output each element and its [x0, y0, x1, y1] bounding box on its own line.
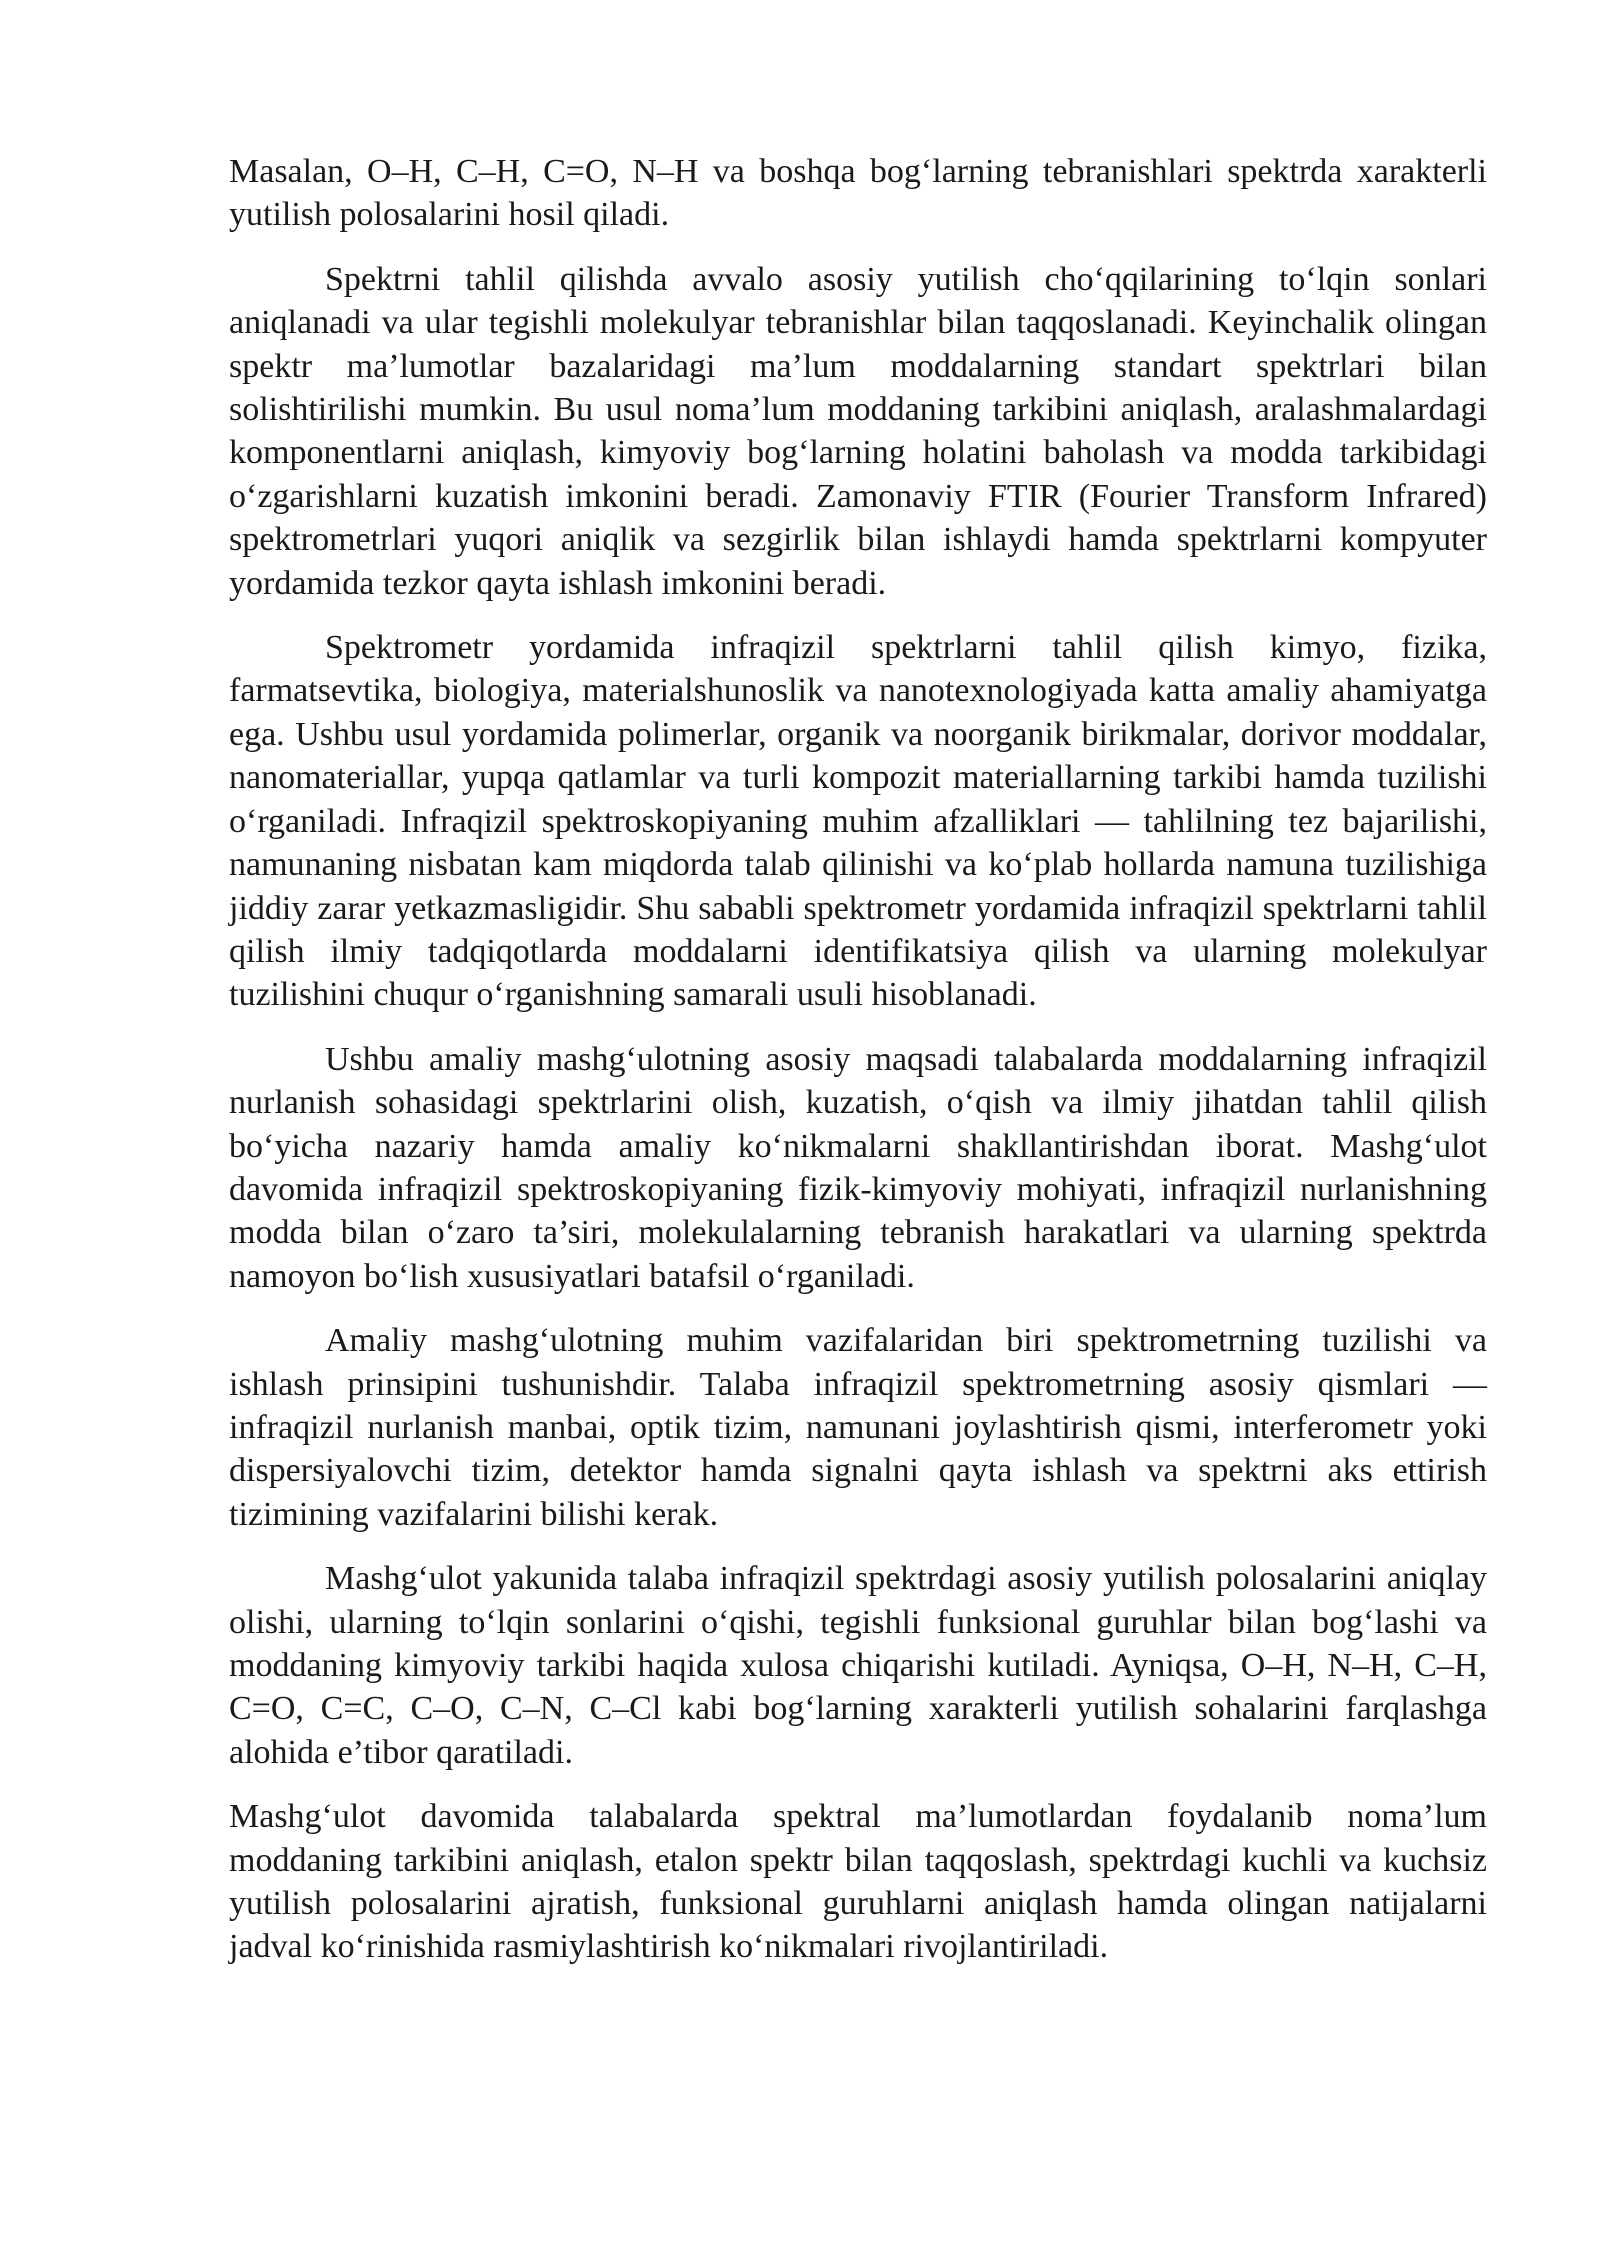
paragraph-7: Mashg‘ulot davomida talabalarda spektral ma’lumotlardan foydalanib noma’lum moddaning tarkibini aniqlash, etalon spektr bilan taqqoslash, spektrdagi kuchli va kuchsiz yutilish polosalarini ajratish, funksional guruhlarni aniqlash hamda olingan natijalarni jadval ko‘rinishida rasmiylashtirish ko‘nikmalari rivojlantiriladi. [229, 1798, 1487, 1966]
paragraph-3: Spektrometr yordamida infraqizil spektrlarni tahlil qilish kimyo, fizika, farmatsevtika, biologiya, materialshunoslik va nanotexnologiyada katta amaliy ahamiyatga ega. Ushbu usul yordamida polimerlar, organik va noorganik birikmalar, dorivor moddalar, nanomateriallar, yupqa qatlamlar va turli kompozit materiallarning tarkibi hamda tuzilishi o‘rganiladi. Infraqizil spektroskopiyaning muhim afzalliklari — tahlilning tez bajarilishi, namunaning nisbatan kam miqdorda talab qilinishi va ko‘plab hollarda namuna tuzilishiga jiddiy zarar yetkazmasligidir. Shu sababli spektrometr yordamida infraqizil spektrlarni tahlil qilish ilmiy tadqiqotlarda moddalarni identifikatsiya qilish va ularning molekulyar tuzilishini chuqur o‘rganishning samarali usuli hisoblanadi. [229, 629, 1487, 1014]
paragraph-1: Masalan, O–H, C–H, C=O, N–H va boshqa bog‘larning tebranishlari spektrda xarakterli yutilish polosalarini hosil qiladi. [229, 153, 1487, 234]
paragraph-5: Amaliy mashg‘ulotning muhim vazifalaridan biri spektrometrning tuzilishi va ishlash prinsipini tushunishdir. Talaba infraqizil spektrometrning asosiy qismlari — infraqizil nurlanish manbai, optik tizim, namunani joylashtirish qismi, interferometr yoki dispersiyalovchi tizim, detektor hamda signalni qayta ishlash va spektrni aks ettirish tizimining vazifalarini bilishi kerak. [229, 1322, 1487, 1533]
paragraph-2: Spektrni tahlil qilishda avvalo asosiy yutilish cho‘qqilarining to‘lqin sonlari aniqlanadi va ular tegishli molekulyar tebranishlar bilan taqqoslanadi. Keyinchalik olingan spektr ma’lumotlar bazalaridagi ma’lum moddalarning standart spektrlari bilan solishtirilishi mumkin. Bu usul noma’lum moddaning tarkibini aniqlash, aralashmalardagi komponentlarni aniqlash, kimyoviy bog‘larning holatini baholash va modda tarkibidagi o‘zgarishlarni kuzatish imkonini beradi. Zamonaviy FTIR (Fourier Transform Infrared) spektrometrlari yuqori aniqlik va sezgirlik bilan ishlaydi hamda spektrlarni kompyuter yordamida tezkor qayta ishlash imkonini beradi. [229, 260, 1487, 602]
text-body [229, 150, 1487, 1990]
paragraph-4: Ushbu amaliy mashg‘ulotning asosiy maqsadi talabalarda moddalarning infraqizil nurlanish sohasidagi spektrlarini olish, kuzatish, o‘qish va ilmiy jihatdan tahlil qilish bo‘yicha nazariy hamda amaliy ko‘nikmalarni shakllantirishdan iborat. Mashg‘ulot davomida infraqizil spektroskopiyaning fizik-kimyoviy mohiyati, infraqizil nurlanishning modda bilan o‘zaro ta’siri, molekulalarning tebranish harakatlari va ularning spektrda namoyon bo‘lish xususiyatlari batafsil o‘rganiladi. [229, 1040, 1487, 1295]
paragraph-6: Mashg‘ulot yakunida talaba infraqizil spektrdagi asosiy yutilish polosalarini aniqlay olishi, ularning to‘lqin sonlarini o‘qishi, tegishli funksional guruhlar bilan bog‘lashi va moddaning kimyoviy tarkibi haqida xulosa chiqarishi kutiladi. Ayniqsa, O–H, N–H, C–H, C=O, C=C, C–O, C–N, C–Cl kabi bog‘larning xarakterli yutilish sohalarini farqlashga alohida e’tibor qaratiladi. [229, 1560, 1487, 1771]
